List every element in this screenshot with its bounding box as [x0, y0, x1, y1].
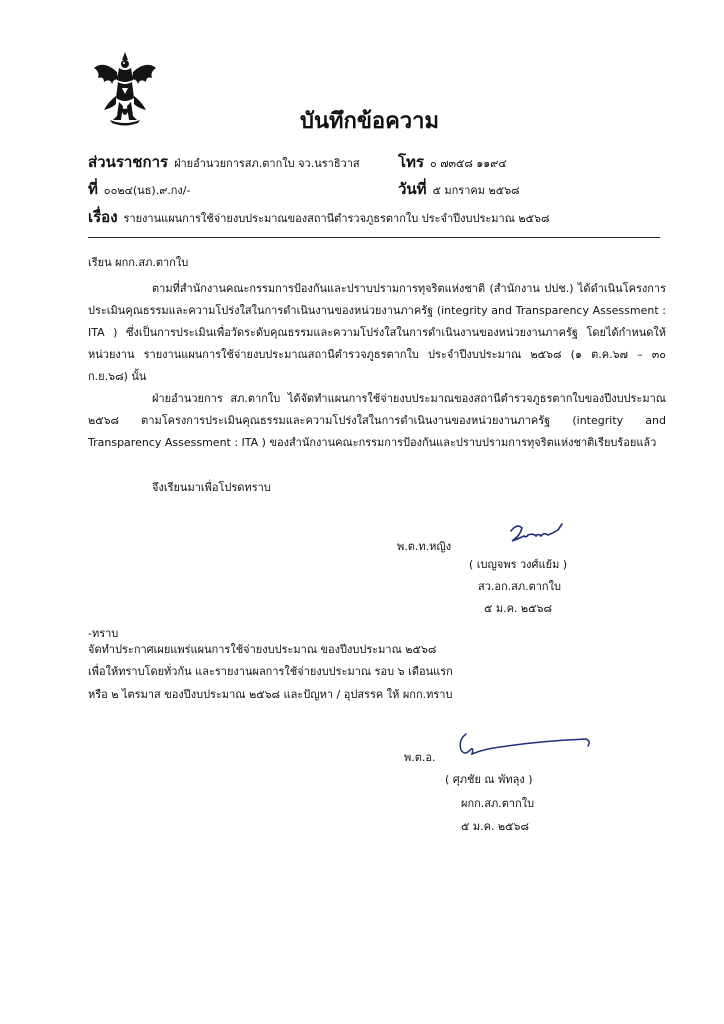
- endorsement-heading: -ทราบ: [88, 627, 119, 640]
- department-label: ส่วนราชการ: [88, 153, 169, 171]
- signer1-signature: [507, 522, 569, 546]
- body-paragraph-2: ฝ่ายอำนวยการ สภ.ตากใบ ได้จัดทำแผนการใช้จ่ายงบประมาณของสถานีตำรวจภูธรตากใบของปีงบประมาณ ๒๕๖๘ ตามโครงการประเมินคุณธรรมและความโปร่งใสในการดำเนินงานของหน่วยงานภาครัฐ (integrity and Transparency Assessment : ITA ) ของสำนักงานคณะกรรมการป้องกันและปราบปรามการทุจริตแห่งชาติเรียบร้อยแล้ว: [88, 392, 666, 449]
- department-row: [88, 150, 360, 174]
- subject-label: เรื่อง: [88, 208, 118, 226]
- signer2-signature: [452, 728, 594, 764]
- closing-line: จึงเรียนมาเพื่อโปรดทราบ: [152, 481, 271, 494]
- signer1-name: ( เบญจพร วงศ์แย้ม ): [469, 558, 568, 571]
- signer1-position: สว.อก.สภ.ตากใบ: [478, 580, 561, 593]
- subject-value: รายงานแผนการใช้จ่ายงบประมาณของสถานีตำรวจภูธรตากใบ ประจำปีงบประมาณ ๒๕๖๘: [123, 212, 550, 225]
- body-paragraph-1: ตามที่สำนักงานคณะกรรมการป้องกันและปราบปรามการทุจริตแห่งชาติ (สำนักงาน ปปช.) ได้ดำเนินโครงการประเมินคุณธรรมและความโปร่งใสในการดำเนินงานของหน่วยงานภาครัฐ (integrity and Transparency Assessment : ITA ) ซึ่งเป็นการประเมินเพื่อวัดระดับคุณธรรมและความโปร่งใสในการดำเนินงานของหน่วยงานภาครัฐ โดยได้กำหนดให้หน่วยงาน รายงานแผนการใช้จ่ายงบประมาณสถานีตำรวจภูธรตากใบ ประจำปีงบประมาณ ๒๕๖๘ (๑ ต.ค.๖๗ – ๓๐ ก.ย.๖๘) นั้น: [88, 282, 666, 383]
- signer2-rank: พ.ต.อ.: [404, 751, 436, 764]
- date-row: [398, 177, 520, 201]
- endorsement-line-3: หรือ ๒ ไตรมาส ของปีงบประมาณ ๒๕๖๘ และปัญหา / อุปสรรค ให้ ผกก.ทราบ: [88, 688, 453, 701]
- signer2-position: ผกก.สภ.ตากใบ: [461, 797, 535, 810]
- signer1-rank: พ.ต.ท.หญิง: [397, 540, 452, 553]
- phone-value: ๐ ๗๓๕๘ ๑๑๙๔: [430, 157, 507, 170]
- signer2-date: ๕ ม.ค. ๒๕๖๘: [461, 820, 529, 833]
- reference-label: ที่: [88, 180, 98, 198]
- phone-row: [398, 150, 507, 174]
- date-value: ๕ มกราคม ๒๕๖๘: [432, 184, 520, 197]
- signer1-date: ๕ ม.ค. ๒๕๖๘: [484, 602, 552, 615]
- signer2-name: ( ศุภชัย ณ พัทลุง ): [445, 773, 533, 786]
- garuda-emblem-icon: [92, 50, 158, 126]
- endorsement-line-2: เพื่อให้ทราบโดยทั่วกัน และรายงานผลการใช้จ่ายงบประมาณ รอบ ๖ เดือนแรก: [88, 665, 453, 678]
- phone-label: โทร: [398, 153, 425, 171]
- date-label: วันที่: [398, 180, 427, 198]
- salutation: เรียน ผกก.สภ.ตากใบ: [88, 256, 189, 269]
- department-value: ฝ่ายอำนวยการสภ.ตากใบ จว.นราธิวาส: [174, 157, 360, 170]
- header-divider: [88, 237, 660, 238]
- subject-row: [88, 205, 549, 229]
- memo-title: บันทึกข้อความ: [300, 109, 440, 134]
- reference-value: ๐๐๒๔(นธ).๙.กง/-: [103, 184, 191, 197]
- reference-row: [88, 177, 190, 201]
- endorsement-line-1: จัดทำประกาศเผยแพร่แผนการใช้จ่ายงบประมาณ ของปีงบประมาณ ๒๕๖๘: [88, 643, 437, 656]
